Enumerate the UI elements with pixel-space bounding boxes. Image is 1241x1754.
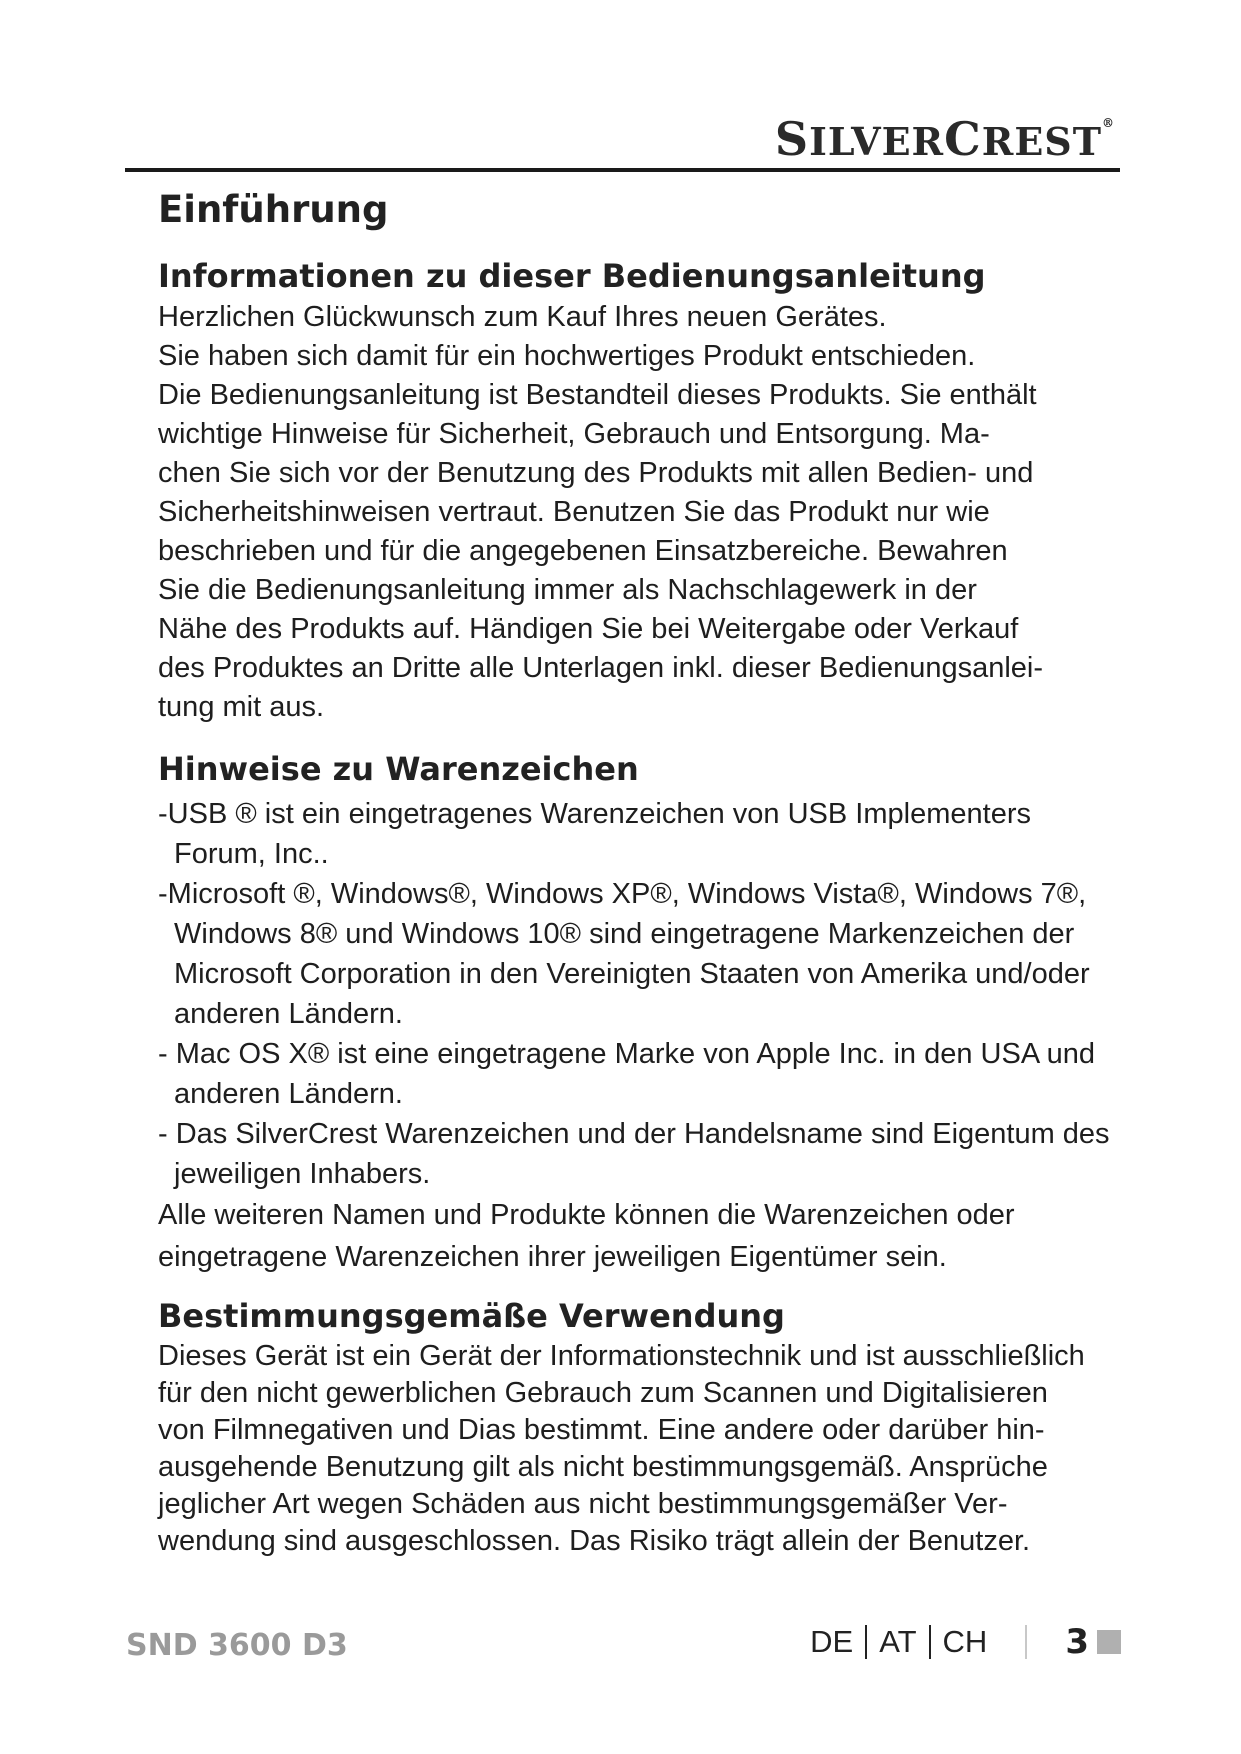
brand-initial-c: C xyxy=(944,112,982,166)
section-manual-info xyxy=(158,256,1118,727)
page-content xyxy=(158,180,1118,1560)
intended-use-line: jeglicher Art wegen Schäden aus nicht bestimmungsgemäßer Ver- xyxy=(158,1487,1008,1520)
intro-line: Nähe des Produkts auf. Händigen Sie bei Weitergabe oder Verkauf xyxy=(158,612,1019,645)
intended-use-line: für den nicht gewerblichen Gebrauch zum Scannen und Digitalisieren xyxy=(158,1376,1048,1409)
country-code-at: AT xyxy=(879,1624,917,1659)
intended-use-line: Dieses Gerät ist ein Gerät der Informationstechnik und ist ausschließlich xyxy=(158,1339,1085,1372)
country-code-ch: CH xyxy=(942,1624,988,1659)
country-code-de: DE xyxy=(810,1624,854,1659)
section-title-introduction: Einführung xyxy=(158,188,389,231)
intro-line: Die Bedienungsanleitung ist Bestandteil dieses Produkts. Sie enthält xyxy=(158,378,1037,411)
intended-use-line: wendung sind ausgeschlossen. Das Risiko trägt allein der Benutzer. xyxy=(158,1524,1031,1557)
country-separator xyxy=(865,1625,867,1659)
intro-line: Sie haben sich damit für ein hochwertiges Produkt entschieden. xyxy=(158,339,976,372)
brand-word-silver: ILVER xyxy=(809,119,945,164)
footer-country-page xyxy=(810,1622,1121,1662)
intro-line: Sie die Bedienungsanleitung immer als Nachschlagewerk in der xyxy=(158,573,977,606)
country-separator xyxy=(929,1625,931,1659)
brand-initial-s: S xyxy=(774,112,810,166)
trademark-item-silvercrest: - Das SilverCrest Warenzeichen und der Handelsname sind Eigentum des jeweiligen Inhabers. xyxy=(158,1118,1110,1191)
intended-use-line: von Filmnegativen und Dias bestimmt. Eine andere oder darüber hin- xyxy=(158,1413,1045,1446)
intro-line: Herzlichen Glückwunsch zum Kauf Ihres neuen Gerätes. xyxy=(158,300,887,333)
intro-line: Sicherheitshinweisen vertraut. Benutzen Sie das Produkt nur wie xyxy=(158,495,990,528)
intended-use-line: ausgehende Benutzung gilt als nicht bestimmungsgemäß. Ansprüche xyxy=(158,1450,1048,1483)
trademark-closing-line: Alle weiteren Namen und Produkte können die Warenzeichen oder xyxy=(158,1199,1015,1232)
intro-line: tung mit aus. xyxy=(158,690,325,723)
header-divider xyxy=(125,168,1120,172)
intro-line: chen Sie sich vor der Benutzung des Produkts mit allen Bedien- und xyxy=(158,456,1034,489)
brand-logo xyxy=(775,112,1115,166)
section-trademarks xyxy=(158,749,1118,1279)
section-intended-use xyxy=(158,1296,1118,1560)
intro-line: wichtige Hinweise für Sicherheit, Gebrauch und Entsorgung. Ma- xyxy=(158,417,990,450)
page-number: 3 xyxy=(1065,1622,1089,1662)
trademark-list xyxy=(158,794,1118,1194)
trademark-item-usb: -USB ® ist ein eingetragenes Warenzeichen von USB Implementers Forum, Inc.. xyxy=(158,798,1031,871)
heading-intended-use: Bestimmungsgemäße Verwendung xyxy=(158,1297,785,1336)
brand-word-crest: REST xyxy=(981,119,1102,164)
trademark-closing-line: eingetragene Warenzeichen ihrer jeweiligen Eigentümer sein. xyxy=(158,1241,947,1274)
page-separator xyxy=(1025,1625,1027,1659)
intro-line: beschrieben und für die angegebenen Einsatzbereiche. Bewahren xyxy=(158,534,1008,567)
model-number: SND 3600 D3 xyxy=(126,1628,348,1663)
trademark-item-microsoft: -Microsoft ®, Windows®, Windows XP®, Windows Vista®, Windows 7®, Windows 8® und Windows 10® sind eingetragene Markenzeichen der Microsoft Corporation in den Vereinigten Staaten von Amerika und/oder anderen Ländern. xyxy=(158,878,1090,1031)
intro-line: des Produktes an Dritte alle Unterlagen inkl. dieser Bedienungsanlei- xyxy=(158,651,1044,684)
heading-trademarks: Hinweise zu Warenzeichen xyxy=(158,749,639,788)
page-marker-square-icon xyxy=(1097,1630,1121,1654)
brand-registered-mark: ® xyxy=(1102,116,1115,130)
trademark-item-apple: - Mac OS X® ist eine eingetragene Marke von Apple Inc. in den USA und anderen Ländern. xyxy=(158,1038,1096,1111)
heading-manual-info: Informationen zu dieser Bedienungsanleitung xyxy=(158,257,986,296)
